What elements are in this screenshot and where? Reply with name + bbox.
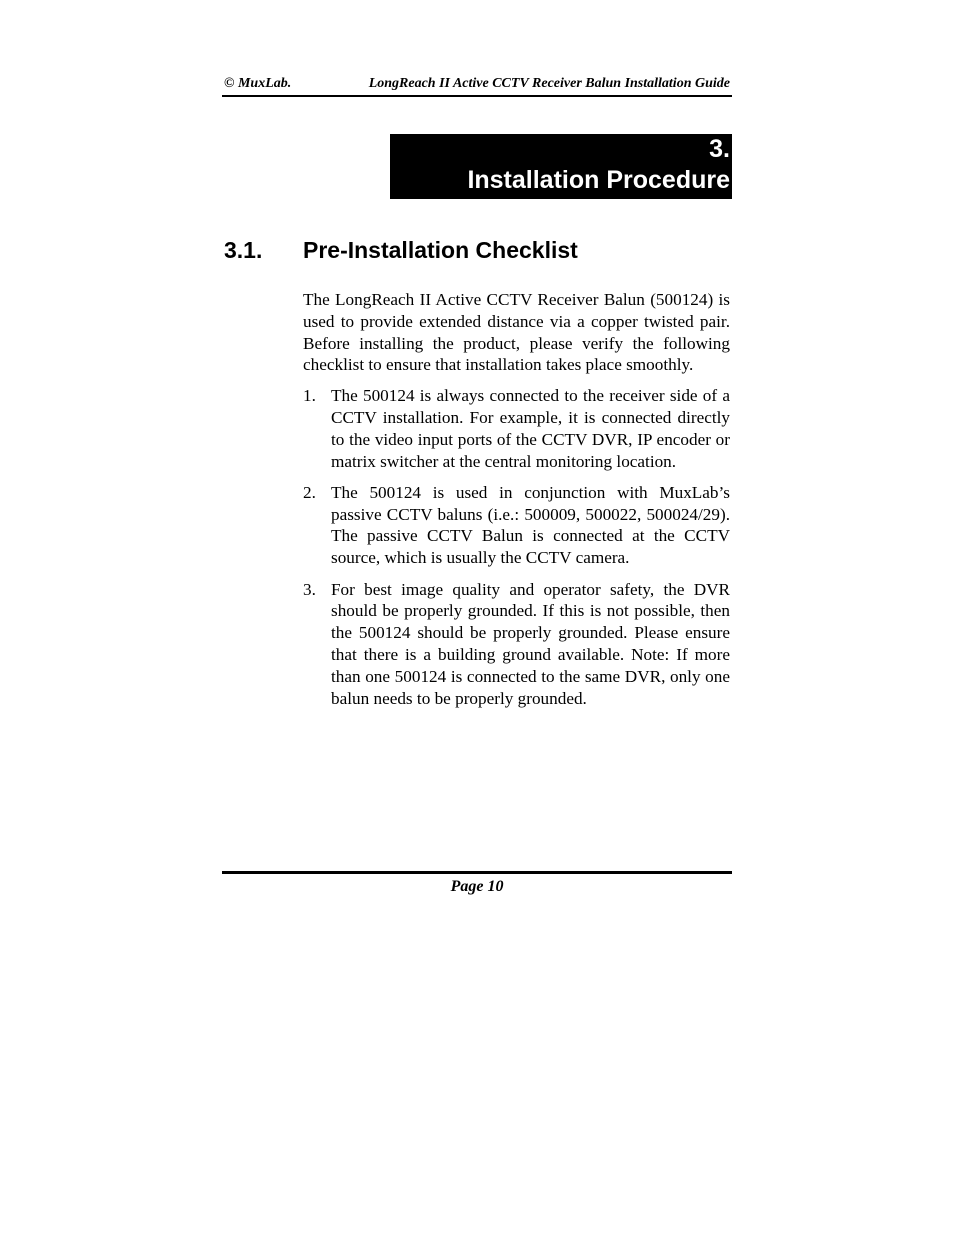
list-item: [303, 482, 730, 569]
list-item-number: 1.: [303, 386, 316, 406]
list-item: [303, 385, 730, 472]
list-item-text: The 500124 is always connected to the receiver side of a CCTV installation. For example, it is connected directly to the video input ports of the CCTV DVR, IP encoder or matrix switcher at the central monitoring location.: [331, 386, 730, 471]
intro-paragraph: The LongReach II Active CCTV Receiver Balun (500124) is used to provide extended distance via a copper twisted pair. Before installing the product, please verify the following checklist to ensure that installation takes place smoothly.: [303, 290, 730, 375]
page-header: [222, 75, 732, 97]
chapter-title: Installation Procedure: [467, 166, 730, 194]
checklist: [303, 385, 730, 709]
page-number: Page 10: [450, 878, 504, 895]
guide-title: LongReach II Active CCTV Receiver Balun Installation Guide: [368, 76, 730, 91]
section-title: Pre-Installation Checklist: [303, 237, 578, 263]
list-item-text: The 500124 is used in conjunction with MuxLab’s passive CCTV baluns (i.e.: 500009, 500022, 500024/29). The passive CCTV Balun is connected at the CCTV source, which is usually the CCTV camera.: [331, 482, 730, 568]
list-item-number: 3.: [303, 579, 316, 599]
body-text: [303, 289, 730, 719]
section-number: 3.1.: [224, 237, 263, 263]
chapter-heading: [390, 134, 732, 199]
list-item-text: For best image quality and operator safety, the DVR should be properly grounded. If this is not possible, then the 500124 should be properly grounded. Please ensure that there is a building ground available. Note: If more than one 500124 is connected to the same DVR, only one balun needs to be properly grounded.: [331, 579, 730, 708]
footer-divider: [222, 871, 732, 874]
chapter-number: 3.: [709, 135, 730, 163]
list-item: [303, 579, 730, 710]
copyright-text: © MuxLab.: [224, 76, 292, 91]
list-item-number: 2.: [303, 482, 316, 502]
